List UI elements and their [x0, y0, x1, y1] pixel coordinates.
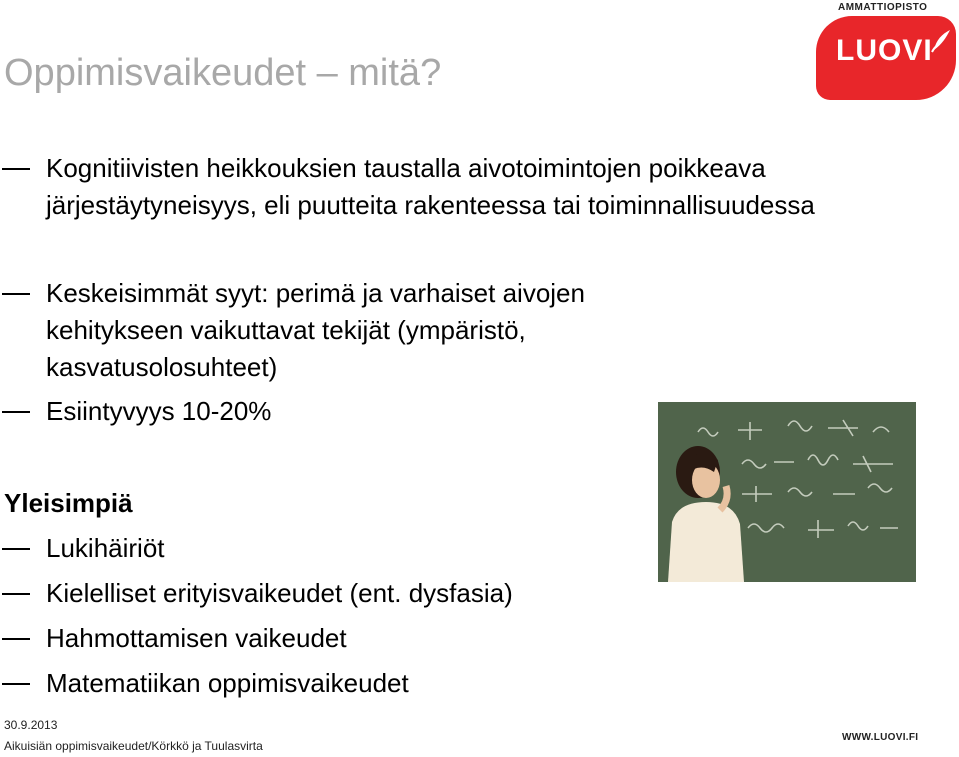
bullet-item	[0, 393, 620, 430]
dash-bullet-icon	[2, 593, 30, 595]
list-item-text: Lukihäiriöt	[46, 533, 165, 563]
logo-top-text: AMMATTIOPISTO	[838, 2, 928, 13]
bullet-text: Esiintyvyys 10-20%	[46, 396, 272, 426]
dash-bullet-icon	[2, 548, 30, 550]
bullet-item	[0, 275, 720, 386]
logo-name: LUOVI	[836, 34, 933, 67]
list-item-text: Hahmottamisen vaikeudet	[46, 623, 347, 653]
footer-url: WWW.LUOVI.FI	[842, 732, 919, 743]
dash-bullet-icon	[2, 293, 30, 295]
list-item	[0, 620, 660, 657]
footer-date: 30.9.2013	[4, 718, 58, 732]
footer-credit: Aikuisiän oppimisvaikeudet/Körkkö ja Tuulasvirta	[4, 739, 263, 753]
list-item-text: Matematiikan oppimisvaikeudet	[46, 668, 409, 698]
bullet-item	[0, 150, 820, 224]
leaf-icon	[930, 28, 952, 54]
chalkboard-photo	[658, 402, 916, 582]
bullet-text: Keskeisimmät syyt: perimä ja varhaiset aivojen kehitykseen vaikuttavat tekijät (ympäristö, kasvatusolosuhteet)	[46, 278, 585, 382]
dash-bullet-icon	[2, 683, 30, 685]
luovi-logo	[814, 0, 959, 105]
list-item-text: Kielelliset erityisvaikeudet (ent. dysfasia)	[46, 578, 513, 608]
list-item	[0, 530, 660, 567]
bullet-text: Kognitiivisten heikkouksien taustalla aivotoimintojen poikkeava järjestäytyneisyys, eli puutteita rakenteessa tai toiminnallisuudessa	[46, 153, 815, 220]
dash-bullet-icon	[2, 411, 30, 413]
section-heading: Yleisimpiä	[4, 488, 133, 518]
common-list	[0, 530, 660, 710]
list-item	[0, 575, 660, 612]
list-item	[0, 665, 660, 702]
dash-bullet-icon	[2, 168, 30, 170]
slide-title: Oppimisvaikeudet – mitä?	[4, 52, 442, 94]
dash-bullet-icon	[2, 638, 30, 640]
